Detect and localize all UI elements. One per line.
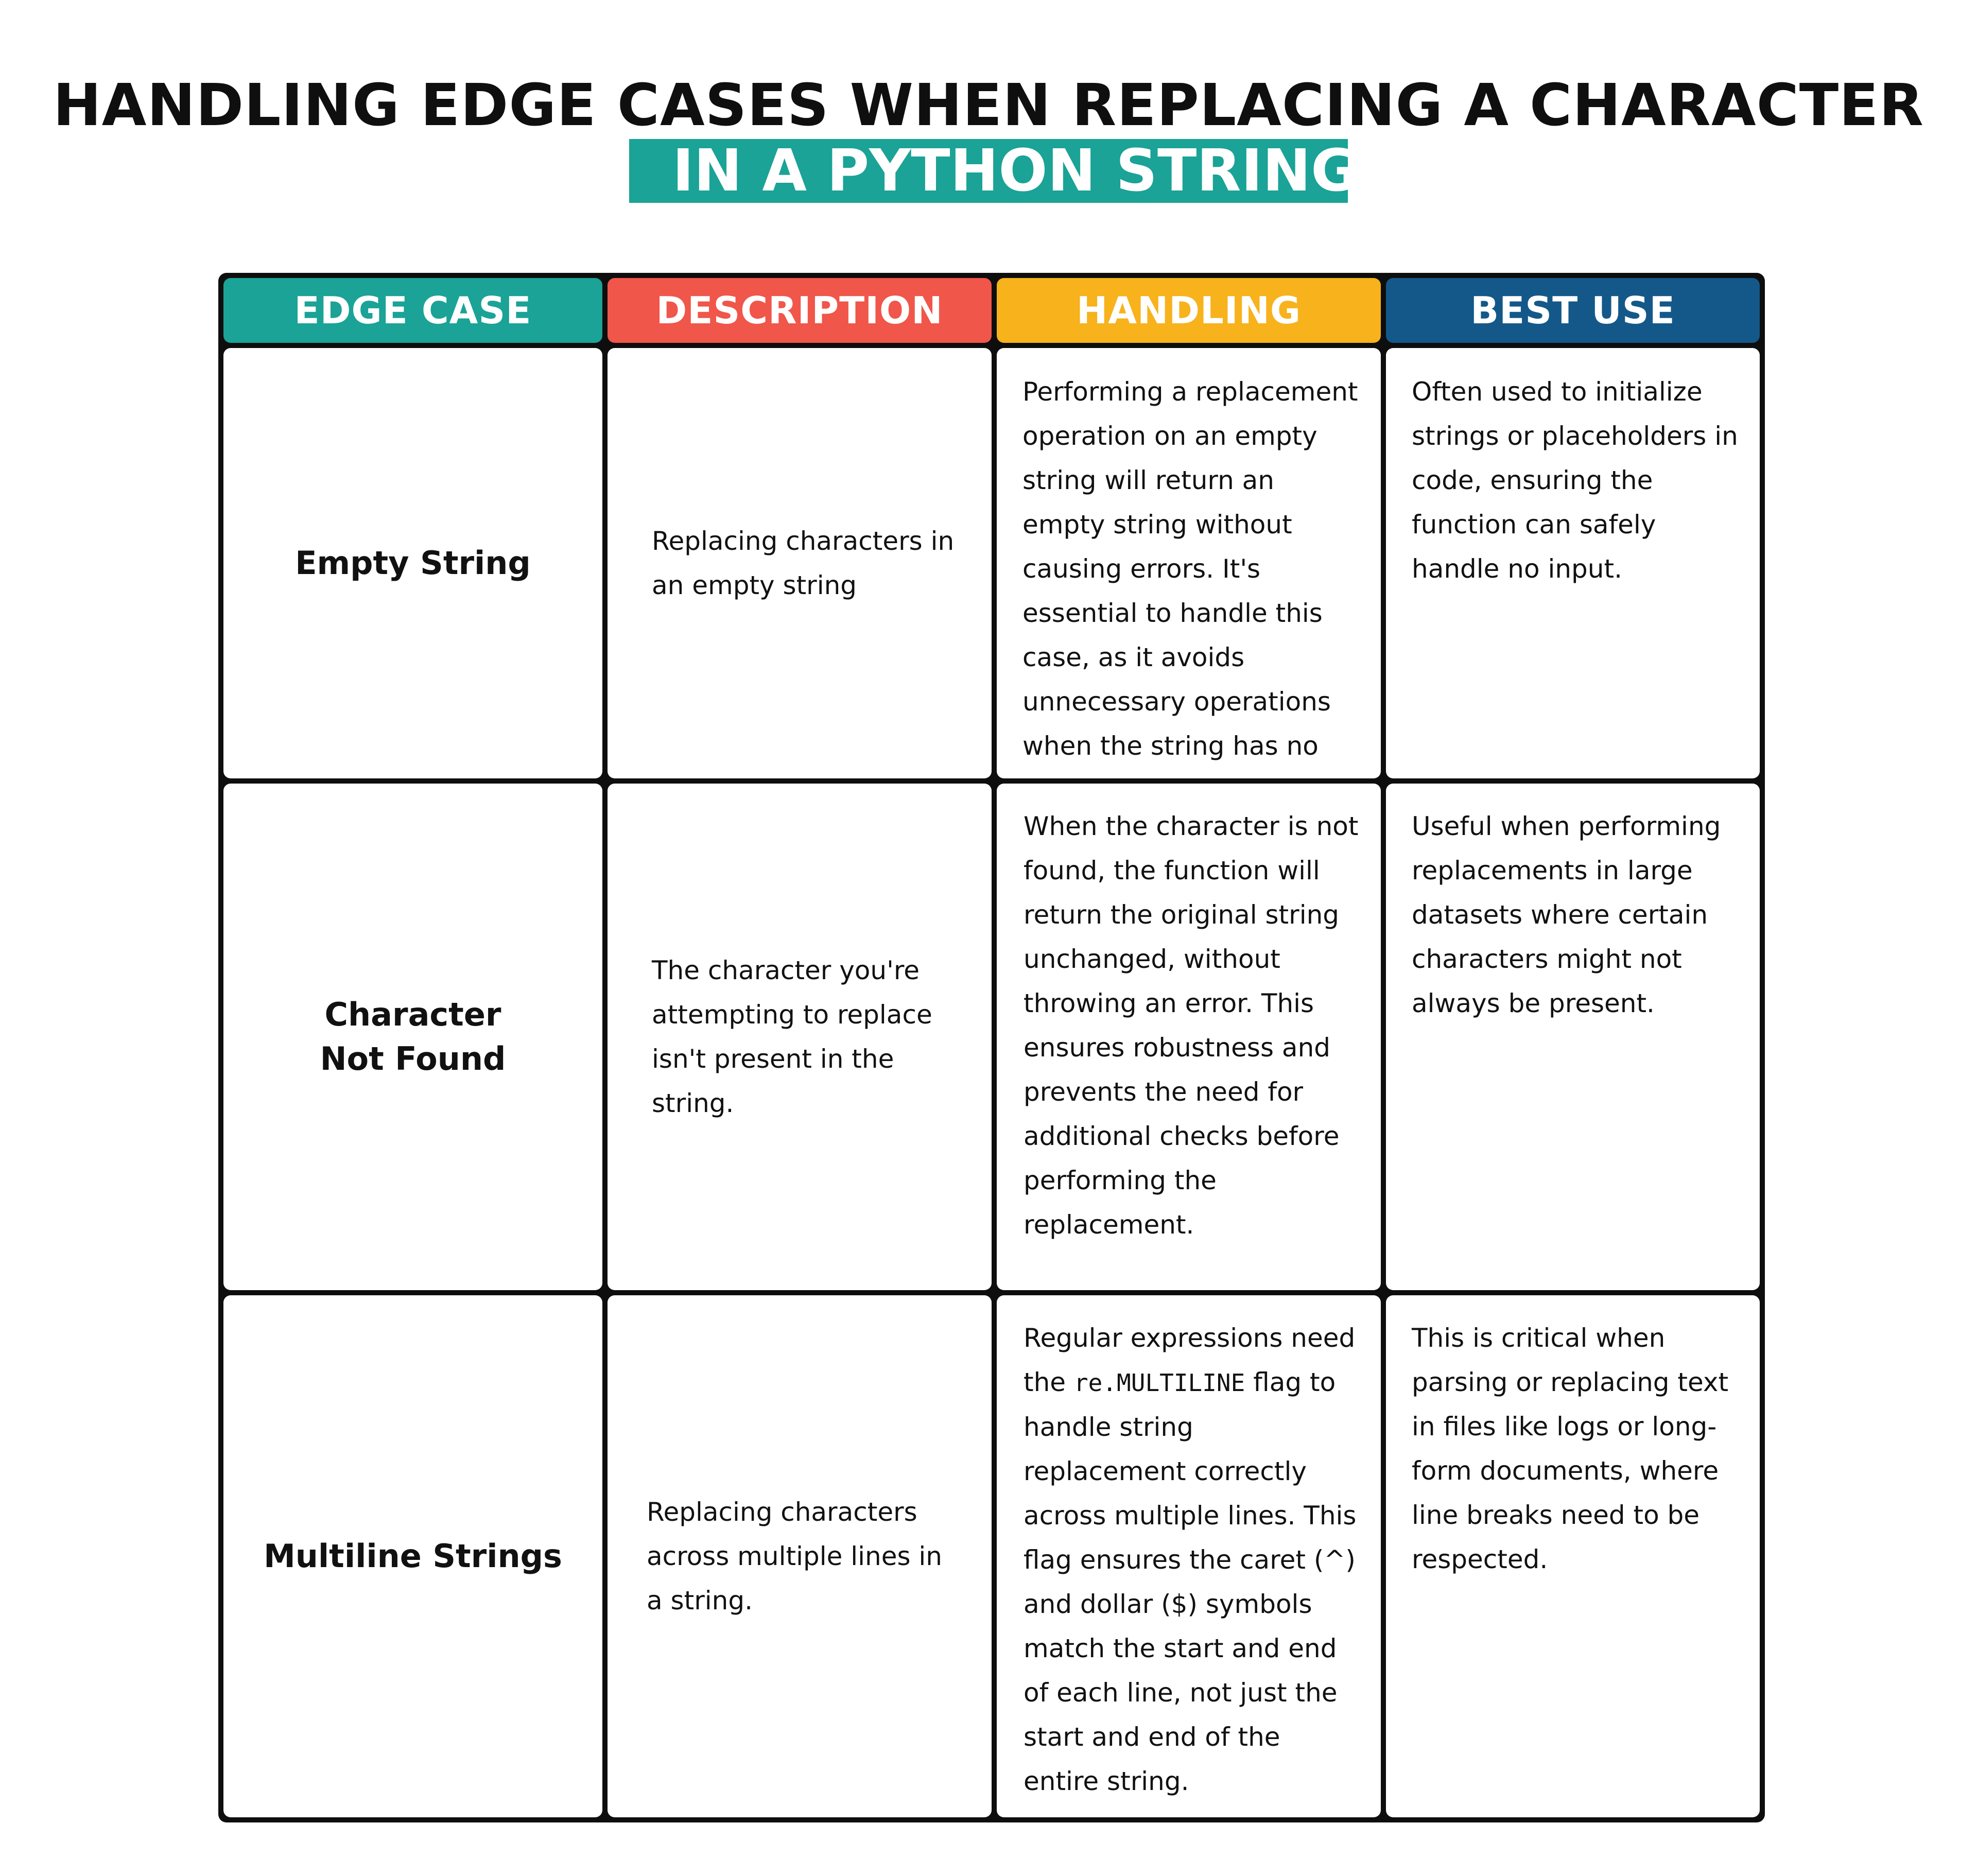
best-use-text: Often used to initialize strings or placeholders in code, ensuring the function can safely handle no input. xyxy=(1412,377,1738,584)
handling-text-pre: Regular expressions need the xyxy=(1024,1323,1356,1397)
subtitle-wrap xyxy=(0,139,1977,206)
edge-case-label-line1: Character xyxy=(324,996,501,1033)
table-cell-edge-case xyxy=(223,348,602,778)
header-handling: HANDLING xyxy=(997,278,1381,343)
table-cell-handling xyxy=(997,784,1381,1290)
description-text: Replacing characters in an empty string xyxy=(652,526,955,600)
table-cell-edge-case xyxy=(223,784,602,1290)
page-title: HANDLING EDGE CASES WHEN REPLACING A CHARACTER xyxy=(53,72,1924,139)
table-cell-handling xyxy=(997,348,1381,778)
table-cell-edge-case xyxy=(223,1295,602,1817)
header-edge-case: EDGE CASE xyxy=(223,278,602,343)
edge-case-label: Multiline Strings xyxy=(264,1537,562,1575)
table-cell-best-use xyxy=(1386,1295,1760,1817)
page-subtitle-highlight: IN A PYTHON STRING xyxy=(629,139,1348,203)
header-description: DESCRIPTION xyxy=(608,278,992,343)
handling-text-post: flag to handle string replacement correctly across multiple lines. This flag ensures the caret (^) and dollar ($) symbols match the start and end of each line, not just the start and end of the entire string. xyxy=(1024,1367,1357,1796)
edge-case-table xyxy=(218,273,1765,1822)
table-cell-handling xyxy=(997,1295,1381,1817)
table-cell-description xyxy=(608,784,992,1290)
table-cell-best-use xyxy=(1386,784,1760,1290)
code-flag: re.MULTILINE xyxy=(1073,1369,1245,1397)
title-block xyxy=(0,72,1977,206)
description-text: Replacing characters across multiple lines in a string. xyxy=(647,1497,942,1616)
best-use-text: Useful when performing replacements in large datasets where certain characters might not always be present. xyxy=(1412,811,1721,1018)
table-cell-description xyxy=(608,1295,992,1817)
edge-case-label-line2: Not Found xyxy=(320,1040,506,1078)
header-best-use: BEST USE xyxy=(1386,278,1760,343)
edge-case-label: Empty String xyxy=(295,544,531,582)
handling-text: Performing a replacement operation on an empty string will return an empty string without causing errors. It's essential to handle this case, as it avoids unnecessary operations when the string has no xyxy=(1022,377,1358,761)
table-cell-description xyxy=(608,348,992,778)
description-text: The character you're attempting to replace isn't present in the string. xyxy=(652,956,932,1118)
edge-case-label xyxy=(320,993,506,1081)
handling-text: When the character is not found, the function will return the original string unchanged, without throwing an error. This ensures robustness and prevents the need for additional checks before performing the replacement. xyxy=(1024,811,1359,1240)
handling-text xyxy=(1024,1316,1360,1803)
table-cell-best-use xyxy=(1386,348,1760,778)
best-use-text: This is critical when parsing or replacing text in files like logs or long-form documents, where line breaks need to be respected. xyxy=(1412,1323,1729,1574)
